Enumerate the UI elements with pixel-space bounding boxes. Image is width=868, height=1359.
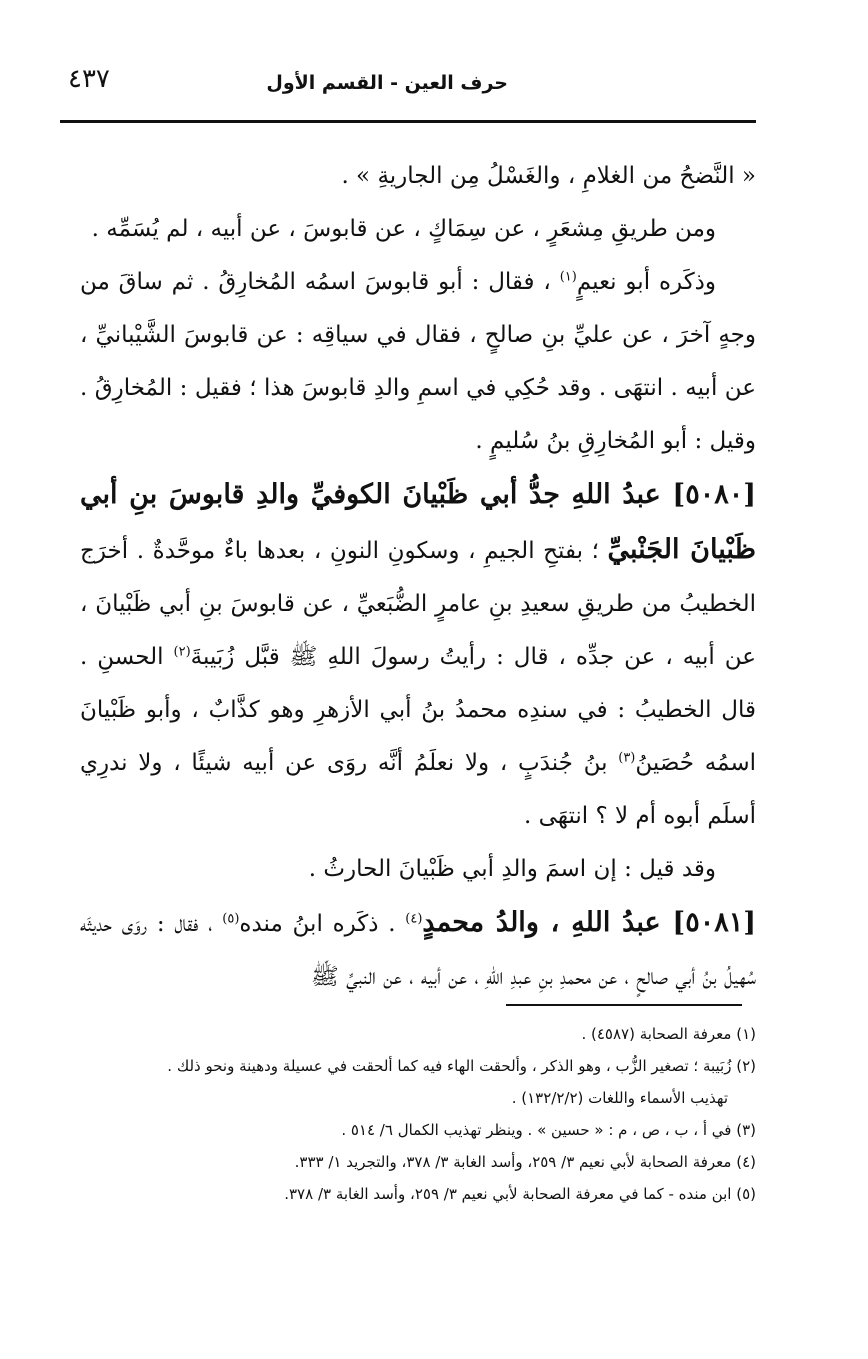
- footnote: (٥) ابن منده - كما في معرفة الصحابة لأبي نعيم ٣/ ٢٥٩، وأسد الغابة ٣/ ٣٧٨.: [284, 1185, 756, 1203]
- footnotes: [60, 1018, 756, 1210]
- running-title: حرف العين - القسم الأول: [266, 72, 508, 94]
- footnote: (٣) في أ ، ب ، ص ، م : « حسين » . وينظر تهذيب الكمال ٦/ ٥١٤ .: [341, 1121, 756, 1139]
- paragraph: وقد قيل : إن اسمَ والدِ أبي ظَبْيانَ الحارثُ .: [308, 856, 716, 882]
- paragraph: ومن طريقِ مِشعَرٍ ، عن سِمَاكٍ ، عن قابوسَ ، عن أبيه ، لم يُسَمِّه .: [91, 216, 716, 242]
- footnote-ref: (٥): [222, 911, 240, 927]
- footnote: (١) معرفة الصحابة (٤٥٨٧) .: [581, 1025, 756, 1043]
- main-text: [80, 150, 756, 1004]
- footnote-ref: (٣): [618, 750, 636, 766]
- footnote-ref: (١): [559, 269, 577, 285]
- footnote: (٢) زُبَيبة ؛ تصغير الزُّب ، وهو الذكر ، وألحقت الهاء فيه كما ألحقت في عسيلة ودهينة ونحو ذلك .: [167, 1057, 756, 1075]
- footnote-ref: (٤): [405, 911, 423, 927]
- paragraph: « النَّضحُ من الغلامِ ، والغَسْلُ مِن الجاريةِ » .: [341, 163, 756, 189]
- page-number: ٤٣٧: [68, 64, 110, 94]
- entry-paragraph: [٥٠٨١] عبدُ اللهِ ، والدُ محمدٍ$^{(٤)}$ . ذكَره ابنُ منده$^{(٥)}$ ، فقال : روَى حديثَه سُهيلُ بنُ أبي صالحٍ ، عن محمدِ بنِ عبدِ اللهِ ، عن أبيه ، عن النبيِّ ﷺ: [80, 907, 756, 990]
- page-header: [60, 58, 756, 123]
- entry-paragraph: [٥٠٨٠] عبدُ اللهِ جدُّ أبي ظَبْيانَ الكوفيِّ والدِ قابوسَ بنِ أبي ظَبْيانَ الجَنْبيِّ ؛ بفتحِ الجيمِ ، وسكونِ النونِ ، بعدها باءٌ موحَّدةٌ . أخرَج الخطيبُ من طريقِ سعيدِ بنِ عامرٍ الضُّبَعيِّ ، عن قابوسَ بنِ أبي ظَبْيانَ ، عن أبيه ، عن جدِّه ، قال : رأيتُ رسولَ اللهِ ﷺ قبَّل زُبَيبةَ$^{(٢)}$ الحسنِ . قال الخطيبُ : في سندِه محمدُ بنُ أبي الأزهرِ وهو كذَّابٌ ، وأبو ظَبْيانَ اسمُه حُصَينُ$^{(٣)}$ بنُ جُندَبٍ ، ولا نعلَمُ أنَّه روَى عن أبيه شيئًا ، ولا ندرِي أسلَم أبوه أم لا ؟ انتهَى .: [80, 479, 757, 829]
- footnote-divider: [506, 1004, 742, 1006]
- paragraph: وذكَره أبو نعيمٍ$^{(١)}$ ، فقال : أبو قابوسَ اسمُه المُخارِقُ . ثم ساقَ من وجهٍ آخرَ ، عن عليِّ بنِ صالحٍ ، فقال في سياقِه : عن قابوسَ الشَّيْبانيِّ ، عن أبيه . انتهَى . وقد حُكِي في اسمِ والدِ قابوسَ هذا ؛ فقيل : المُخارِقُ . وقيل : أبو المُخارِقِ بنُ سُليمٍ .: [80, 269, 756, 454]
- footnote: (٤) معرفة الصحابة لأبي نعيم ٣/ ٢٥٩، وأسد الغابة ٣/ ٣٧٨، والتجريد ١/ ٣٣٣.: [294, 1153, 756, 1171]
- footnote-continuation: تهذيب الأسماء واللغات (١٣٢/٢/٢) .: [511, 1089, 728, 1107]
- footnote-ref: (٢): [173, 644, 191, 660]
- entry-heading: [٥٠٨٠] عبدُ اللهِ جدُّ أبي ظَبْيانَ الكوفيِّ والدِ قابوسَ بنِ أبي ظَبْيانَ الجَنْبيِّ: [80, 479, 757, 565]
- entry-heading: [٥٠٨١] عبدُ اللهِ ، والدُ محمدٍ: [422, 907, 756, 938]
